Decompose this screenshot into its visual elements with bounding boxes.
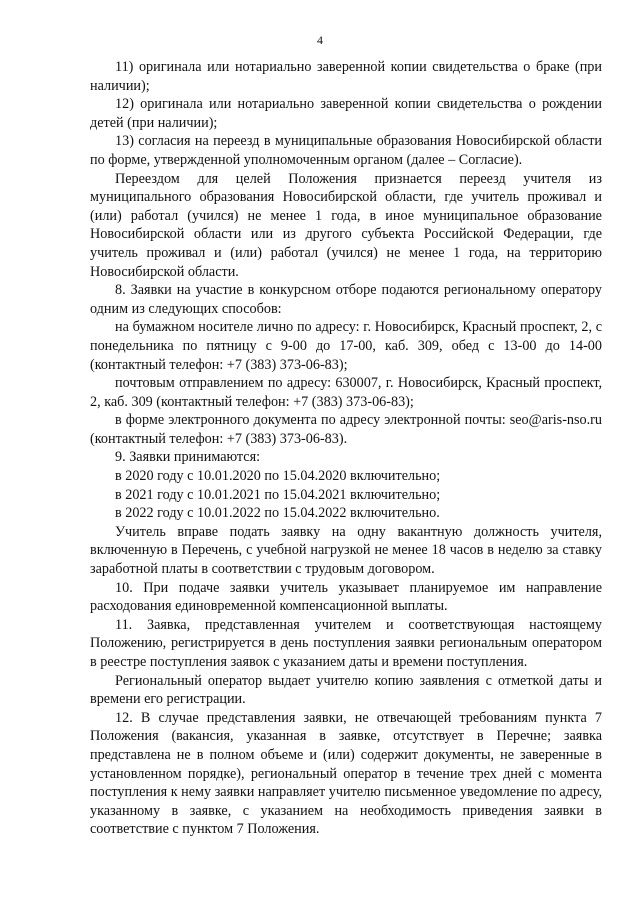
paragraph-one-vacancy: Учитель вправе подать заявку на одну вакантную должность учителя, включенную в Перечень, с учебной нагрузкой не менее 18 часов в неделю за ставку заработной платы в соответствии с трудовым договором.: [90, 523, 602, 578]
paragraph-section-11: 11. Заявка, представленная учителем и соответствующая настоящему Положению, регистрируется в день поступления заявки региональным оператором в реестре поступления заявок с указанием даты и времени поступления.: [90, 616, 602, 670]
paragraph-section-10: 10. При подаче заявки учитель указывает планируемое им направление расходования единовременной компенсационной выплаты.: [90, 579, 602, 615]
paragraph-relocation-definition: Переездом для целей Положения признается переезд учителя из муниципального образования Новосибирской области, где учитель проживал и (или) работал (учился) не менее 1 года, в иное муниципальное образование Новосибирской области или из другого субъекта Российской Федерации, где учитель проживал и (или) работал (учился) не менее 1 года, на территорию Новосибирской области.: [90, 170, 602, 280]
paragraph-submission-email: в форме электронного документа по адресу электронной почты: seo@aris-nso.ru (контактный телефон: +7 (383) 373-06-83).: [90, 412, 602, 447]
paragraph-section-8: 8. Заявки на участие в конкурсном отборе подаются региональному оператору одним из следующих способов:: [90, 282, 602, 317]
paragraph-registration-copy: Региональный оператор выдает учителю копию заявления с отметкой даты и времени его регистрации.: [90, 672, 602, 708]
page-number: 4: [317, 33, 323, 47]
document-body: [90, 58, 602, 839]
paragraph-submission-paper: на бумажном носителе лично по адресу: г. Новосибирск, Красный проспект, 2, с понедельника по пятницу с 9-00 до 17-00, каб. 309, обед с 13-00 до 14-00 (контактный телефон: +7 (383) 373-06-83);: [90, 319, 602, 373]
paragraph-period-2022: в 2022 году с 10.01.2022 по 15.04.2022 включительно.: [115, 505, 440, 522]
paragraph-section-12: 12. В случае представления заявки, не отвечающей требованиям пункта 7 Положения (вакансия, указанная в заявке, отсутствует в Перечне; заявка представлена не в полном объеме и (или) содержит документы, не заверенные в установленном порядке), региональный оператор в течение трех дней с момента поступления к нему заявки направляет учителю письменное уведомление по адресу, указанному в заявке, с указанием на необходимость приведения заявки в соответствие с пунктом 7 Положения.: [90, 709, 602, 838]
paragraph-submission-mail: почтовым отправлением по адресу: 630007, г. Новосибирск, Красный проспект, 2, каб. 309 (контактный телефон: +7 (383) 373-06-83);: [90, 375, 602, 410]
paragraph-period-2020: в 2020 году с 10.01.2020 по 15.04.2020 включительно;: [115, 468, 441, 485]
paragraph-item-11: 11) оригинала или нотариально заверенной копии свидетельства о браке (при наличии);: [90, 59, 602, 94]
paragraph-item-13: 13) согласия на переезд в муниципальные образования Новосибирской области по форме, утвержденной уполномоченным органом (далее – Согласие).: [90, 133, 602, 168]
paragraph-section-9: 9. Заявки принимаются:: [115, 449, 261, 466]
paragraph-period-2021: в 2021 году с 10.01.2021 по 15.04.2021 включительно;: [115, 486, 441, 503]
paragraph-item-12: 12) оригинала или нотариально заверенной копии свидетельства о рождении детей (при наличии);: [90, 96, 602, 131]
